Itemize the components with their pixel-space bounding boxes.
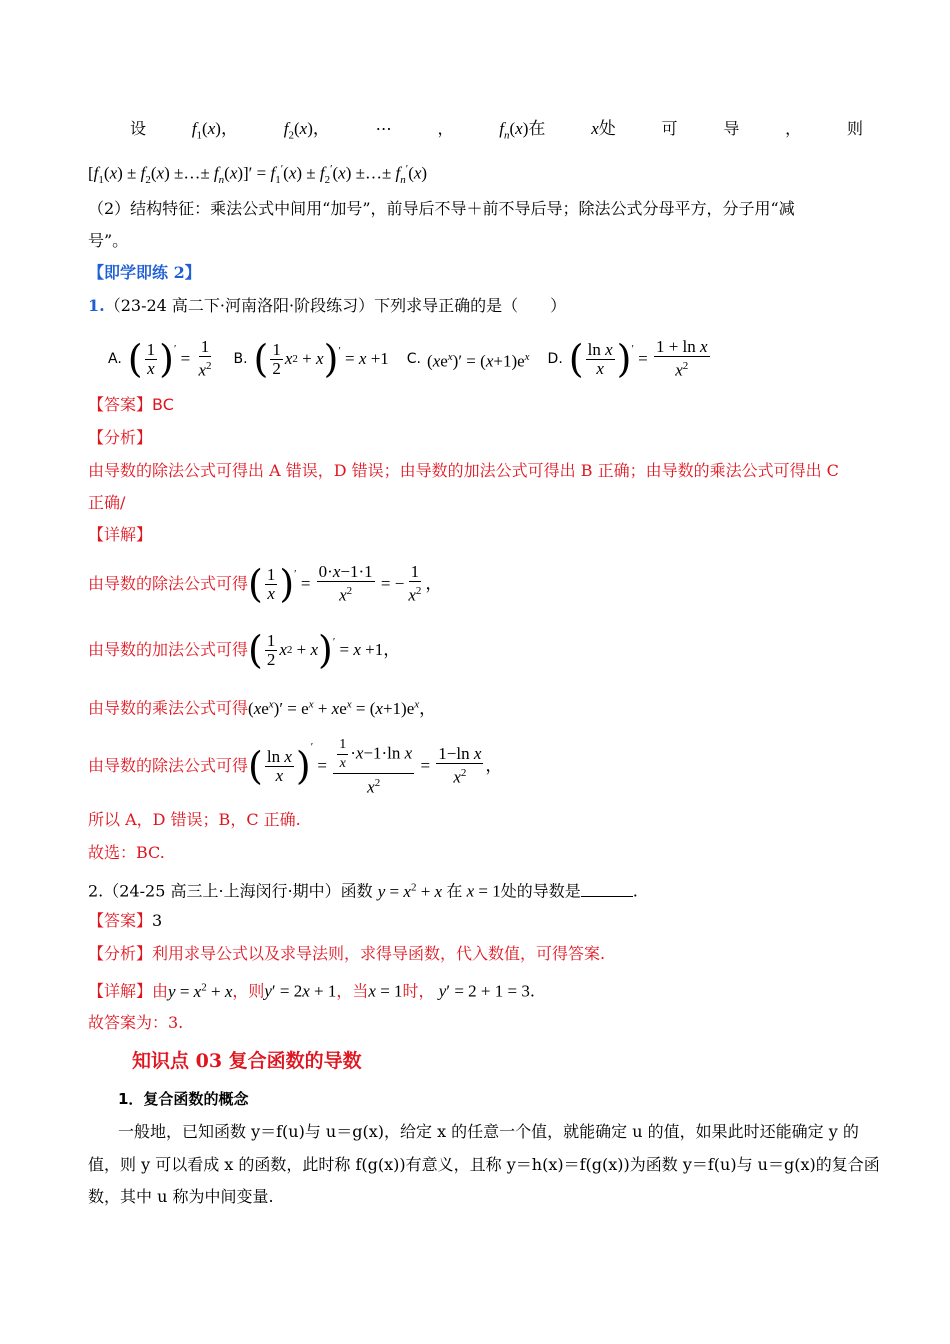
option-d: D. ( $\frac{\text{ln x}}{x}$ ) ′ = $\frac{\text{1 + ln x}}{x^2}$ [547, 337, 708, 381]
text-ze: 则 [846, 119, 863, 138]
option-b: B. ( $\frac{1}{2}$ x 2 + x ) ′ = x +1 [233, 337, 389, 381]
text-she: 设 [130, 119, 147, 138]
q1-analysis-line2: 正确/ [88, 493, 126, 512]
q2-number: 2. [88, 881, 104, 901]
section-para1: 一般地，已知函数 y＝f(u)与 u＝g(x)，给定 x 的任意一个值，就能确定 u 的值，如果此时还能确定 y 的 [118, 1122, 859, 1141]
comma2: ， [785, 119, 802, 138]
q2-final: 故答案为：3. [88, 1013, 184, 1032]
section-para2: 值，则 y 可以看成 x 的函数，此时称 f(g(x))有意义，且称 y＝h(x)＝f(g(x))为函数 y＝f(u)与 u＝g(x)的复合函 [88, 1155, 880, 1174]
section-para3: 数，其中 u 称为中间变量. [88, 1187, 274, 1206]
note2-line1: （2）结构特征：乘法公式中间用“加号”，前导后不导＋前不导后导；除法公式分母平方，分子用“减 [88, 199, 795, 218]
q1-conclusion: 所以 A，D 错误；B，C 正确. [88, 810, 301, 829]
q1-detail-add: 由导数的加法公式可得 ( $\frac{1}{2}$ x 2 + x ) ′ = x +1， [88, 628, 401, 672]
option-a: A. ( $\frac{1}{x}$ ) ′ = $\frac{1}{x^2}$ [108, 337, 212, 381]
q1-detail-mul: 由导数的乘法公式可得$(xe^x)' = e^x + xe^x = (x+1)e^x$， [88, 698, 437, 718]
note2-line2: 号”。 [88, 231, 129, 250]
q1-number: 1. [88, 296, 105, 315]
x-chu: x处 [591, 119, 616, 138]
q2-answer-blank[interactable] [581, 882, 633, 897]
q1-options [108, 334, 730, 384]
sum-rule-premise [88, 118, 863, 146]
q1-answer: 【答案】BC [88, 395, 174, 414]
q2-stem: 2.（24-25 高三上·上海闵行·期中）函数 $y = x^2 + x$ 在 x = 1处的导数是 . [88, 881, 638, 901]
option-c: C. $(xe^x)' = (x+1)e^x$ [406, 350, 530, 371]
section-title: 知识点 03 复合函数的导数 [132, 1050, 362, 1072]
q1-stem [88, 295, 566, 317]
q1-detail-div2: 由导数的除法公式可得 ( $\frac{\text{ln x}}{x}$ ) ′ = $\frac{1}{x}$ ·x−1·ln x $x^2$ = $\frac{\text{1−ln x}}{x^2}$ ， [88, 736, 503, 797]
q1-source: （23-24 高二下·河南洛阳·阶段练习）下列求导正确的是（ ） [104, 296, 567, 315]
text-dao: 导 [723, 119, 740, 138]
text-ke: 可 [661, 119, 678, 138]
section-sub1: 1．复合函数的概念 [118, 1090, 249, 1108]
q2-detail: 【详解】由$y = x^2 + x$，则y′ = 2x + 1，当x = 1时， y′ = 2 + 1 = 3. [88, 981, 535, 1001]
comma: ， [437, 119, 454, 138]
q2-analysis: 【分析】利用求导公式以及求导法则，求得导函数，代入数值，可得答案. [88, 944, 606, 963]
q1-choice: 故选：BC. [88, 843, 165, 862]
practice-title: 【即学即练 2】 [88, 263, 201, 282]
q2-answer: 【答案】3 [88, 911, 163, 930]
q1-detail-div: 由导数的除法公式可得 ( $\frac{1}{x}$ ) ′ = $\frac{0\cdot x-1\cdot 1}{x^2}$ = − $\frac{1}{x^2}$ ， [88, 562, 443, 606]
q1-analysis-label: 【分析】 [88, 428, 153, 447]
f2-expr: $f_2(x)$， [283, 119, 330, 142]
q1-analysis-line1: 由导数的除法公式可得出 A 错误，D 错误；由导数的加法公式可得出 B 正确；由导数的乘法公式可得出 C [88, 461, 839, 480]
sum-rule-formula: [$f_1(x) \pm f_2(x)$ ±…± $f_n(x)]' = f_1'(x) \pm f_2'(x)$ ±…± $f_n'(x)$ [88, 163, 428, 187]
fn-expr: $f_n(x)$在 [499, 119, 546, 142]
q1-detail-label: 【详解】 [88, 525, 153, 544]
f1-expr: $f_1(x)$， [191, 119, 238, 142]
dots: ⋯ [375, 119, 392, 138]
